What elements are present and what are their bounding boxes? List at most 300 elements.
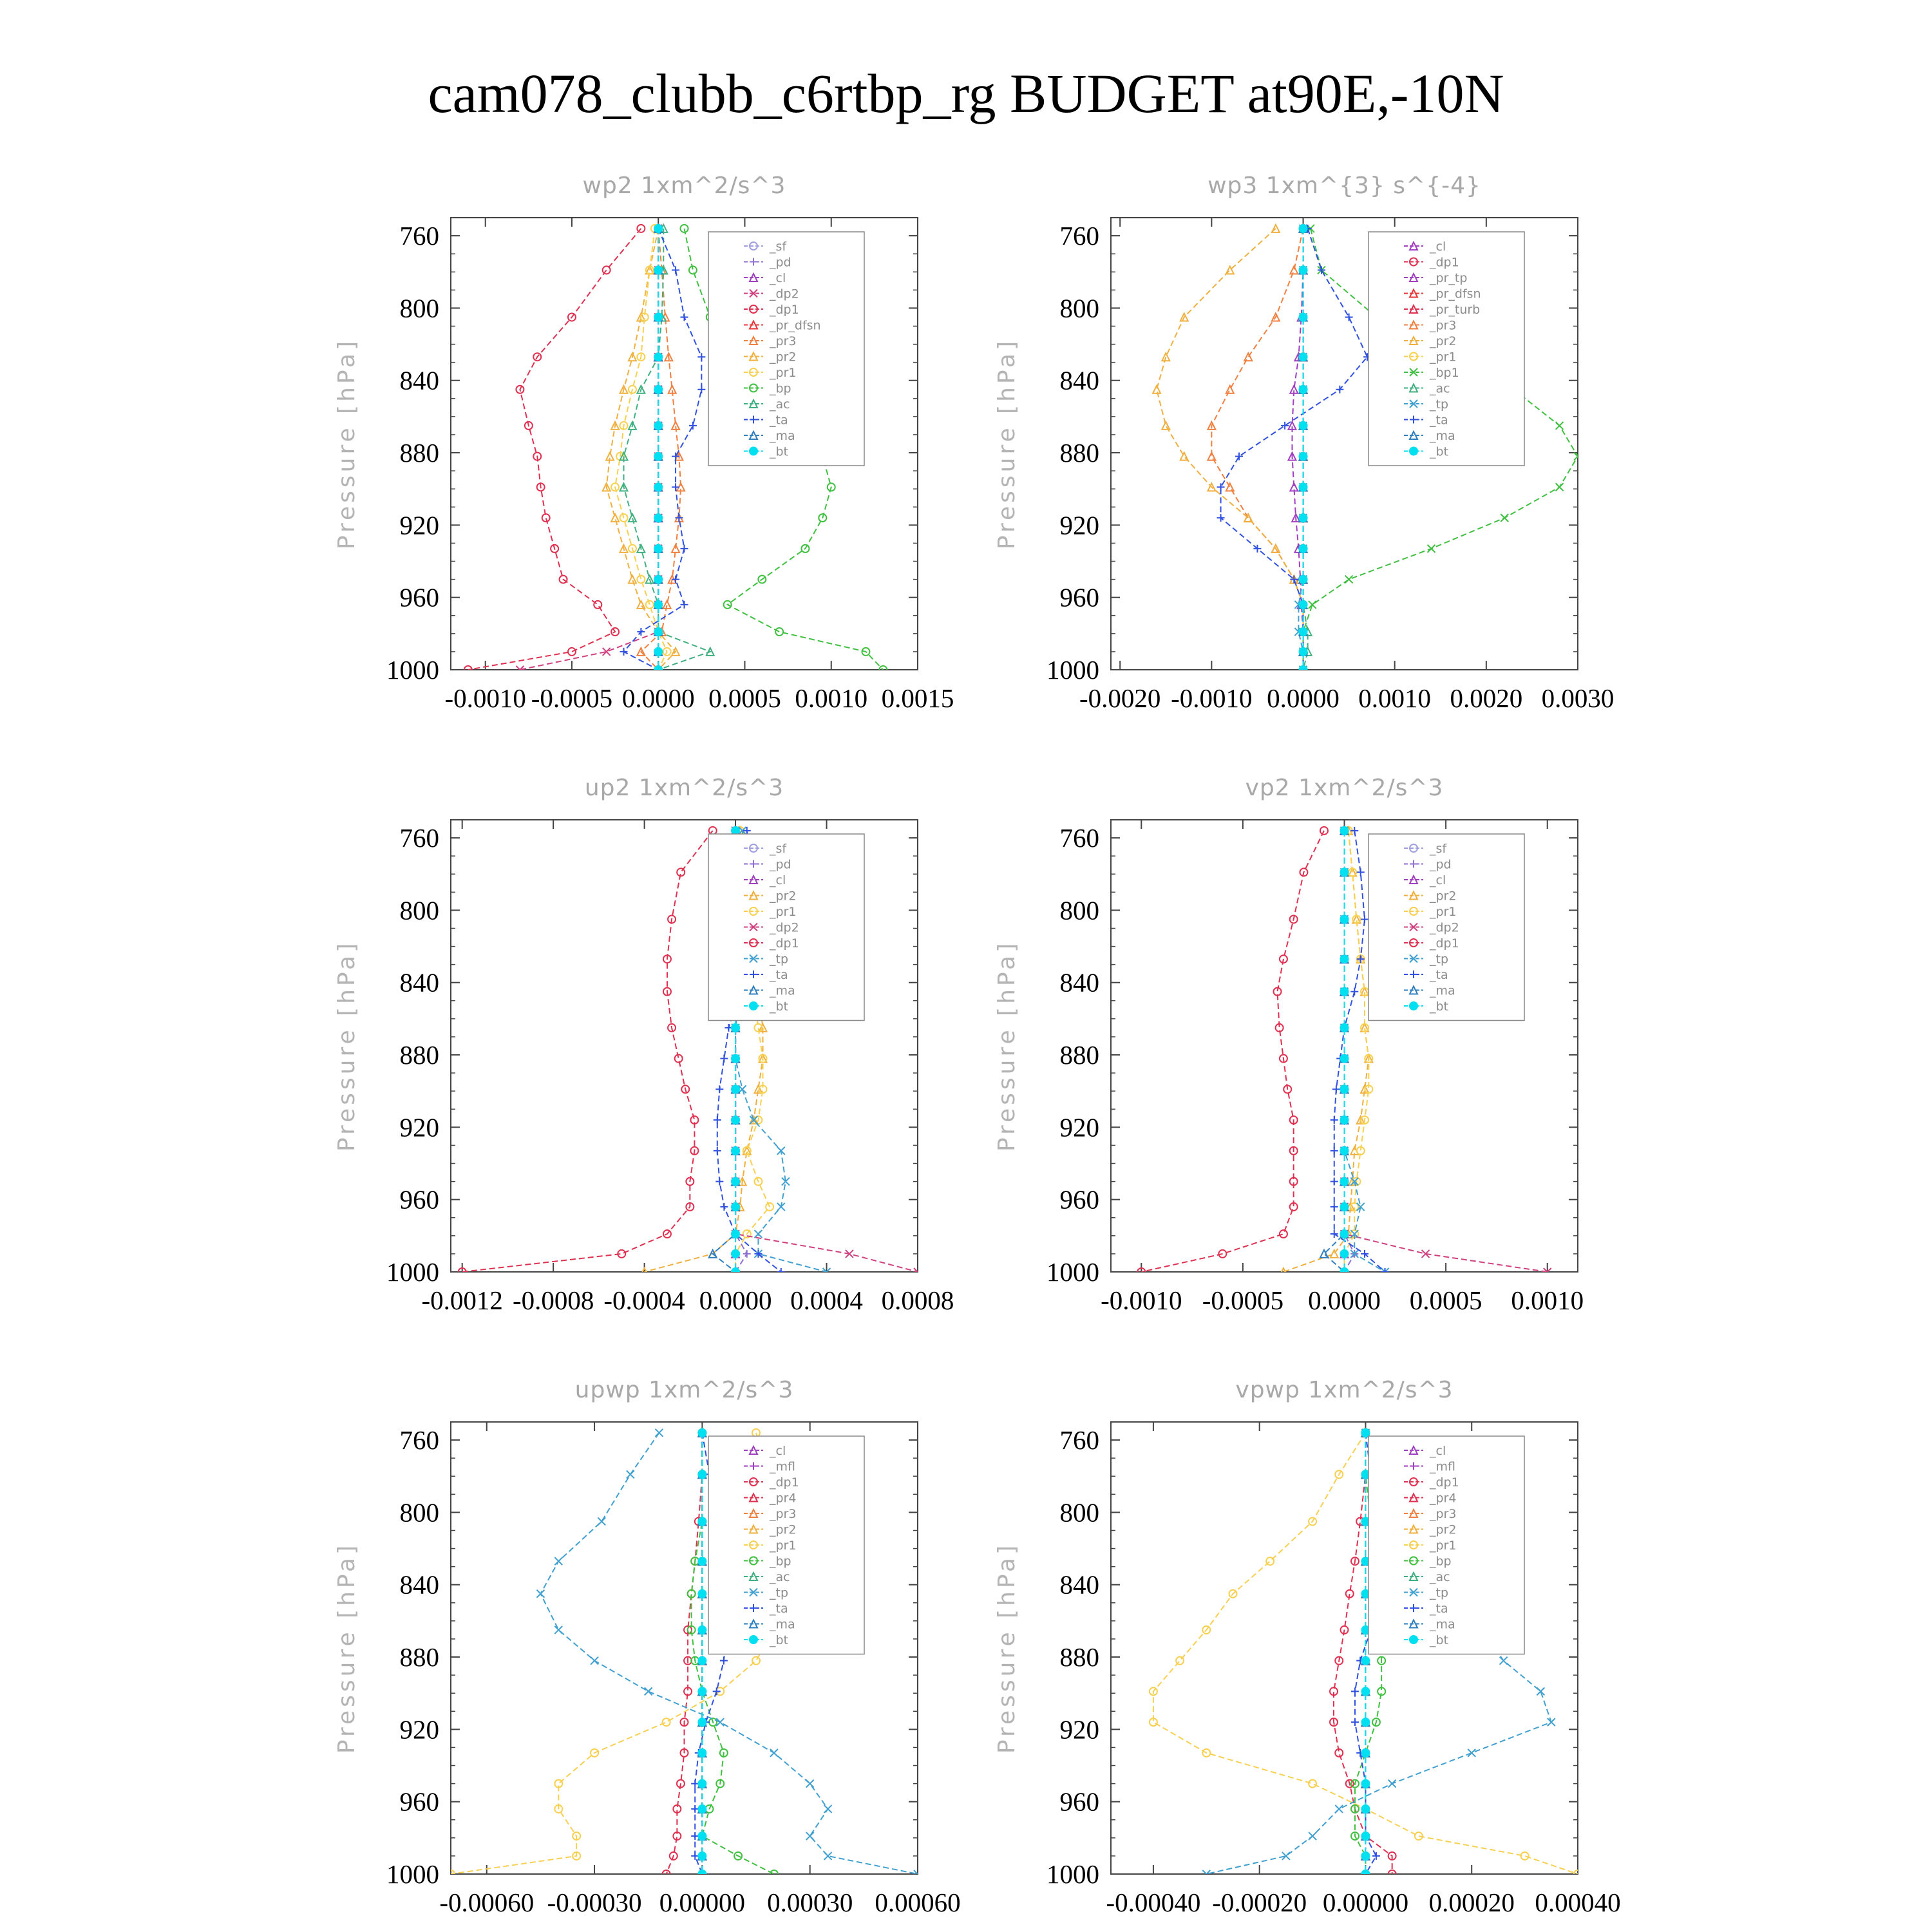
x-tick-label: 0.00030: [767, 1888, 853, 1917]
marker: [1556, 483, 1564, 491]
legend-label: _sf: [770, 240, 787, 254]
chart-panel: [334, 1377, 961, 1917]
y-tick-label: 920: [1059, 1714, 1099, 1745]
marker: [1351, 1687, 1359, 1695]
legend-label: _ma: [1430, 1617, 1455, 1632]
marker: [1340, 987, 1349, 996]
marker: [1299, 452, 1308, 461]
marker: [715, 1178, 723, 1186]
marker: [591, 1657, 598, 1665]
y-tick-label: 960: [1059, 582, 1099, 612]
legend-label: _dp1: [770, 936, 799, 951]
panel-title: upwp 1xm^2/s^3: [574, 1377, 794, 1403]
x-tick-label: -0.0020: [1079, 683, 1161, 713]
y-tick-label: 1000: [1046, 1257, 1099, 1287]
marker: [1361, 915, 1368, 923]
marker: [654, 312, 663, 321]
marker: [1345, 576, 1353, 583]
marker: [731, 1115, 740, 1124]
marker: [1176, 1657, 1184, 1665]
marker: [681, 313, 688, 321]
marker: [654, 544, 663, 553]
chart-panel: [994, 173, 1614, 713]
marker: [697, 1779, 706, 1788]
legend-label: _sf: [1430, 842, 1447, 856]
marker: [697, 386, 705, 393]
legend-label: _bt: [770, 444, 789, 459]
series-line-ta: [1221, 229, 1367, 670]
legend-label: _dp2: [770, 287, 799, 301]
legend-label: _pr2: [770, 1522, 797, 1537]
marker: [697, 1656, 706, 1665]
legend-label: _mfl: [1430, 1459, 1455, 1474]
marker: [1350, 988, 1358, 996]
marker: [663, 1718, 670, 1726]
marker: [1299, 385, 1308, 394]
marker: [554, 1626, 562, 1634]
marker: [743, 1250, 751, 1258]
y-tick-label: 1000: [1046, 1859, 1099, 1889]
panel-title: vp2 1xm^2/s^3: [1245, 775, 1444, 801]
marker: [1521, 1852, 1529, 1860]
legend-label: _dp1: [1430, 1475, 1459, 1490]
x-tick-label: -0.0005: [531, 683, 613, 713]
y-tick-label: 760: [399, 1425, 439, 1455]
chart-panel: [994, 775, 1584, 1315]
marker: [697, 1428, 706, 1437]
y-tick-label: 800: [399, 1497, 439, 1528]
marker: [1340, 1146, 1349, 1155]
page-title: cam078_clubb_c6rtbp_rg BUDGET at90E,-10N: [428, 62, 1504, 124]
legend-label: _pr_dfsn: [770, 318, 821, 333]
marker: [536, 1590, 544, 1598]
marker: [1217, 483, 1225, 491]
series-line-dp1: [667, 1433, 703, 1874]
x-tick-label: 0.00040: [1535, 1888, 1621, 1917]
legend-label: _dp1: [1430, 936, 1459, 951]
legend-label: _pr1: [1430, 1539, 1457, 1553]
legend-label: _pr1: [770, 366, 797, 380]
y-tick-label: 760: [1059, 1425, 1099, 1455]
marker: [1409, 447, 1418, 456]
y-tick-label: 960: [1059, 1786, 1099, 1817]
legend-label: _ta: [770, 968, 788, 982]
marker: [731, 1023, 740, 1032]
marker: [654, 647, 663, 656]
y-tick-label: 840: [399, 967, 439, 998]
marker: [731, 1229, 740, 1238]
legend-label: _pr2: [1430, 334, 1457, 348]
y-tick-label: 800: [1059, 293, 1099, 323]
marker: [654, 575, 663, 584]
y-tick-label: 760: [1059, 221, 1099, 251]
marker: [1361, 1870, 1370, 1879]
chart-panel: [334, 775, 954, 1315]
y-tick-label: 920: [399, 510, 439, 540]
y-tick-label: 840: [1059, 1569, 1099, 1600]
legend-label: _ma: [1430, 429, 1455, 443]
legend-label: _pr4: [1430, 1491, 1457, 1506]
marker: [655, 1429, 663, 1437]
y-tick-label: 880: [399, 438, 439, 468]
marker: [697, 1748, 706, 1757]
marker: [1299, 421, 1308, 430]
legend-label: _ta: [1430, 1602, 1448, 1616]
legend-label: _ma: [770, 983, 795, 998]
marker: [720, 1203, 728, 1211]
legend-label: _dp1: [770, 303, 799, 317]
y-axis-label: Pressure [hPa]: [994, 940, 1020, 1152]
marker: [1361, 1779, 1370, 1788]
marker: [542, 514, 550, 522]
legend-label: _bp: [1430, 1554, 1452, 1569]
marker: [1388, 1780, 1396, 1788]
y-tick-label: 840: [399, 1569, 439, 1600]
marker: [1361, 1852, 1370, 1861]
legend-label: _bt: [1430, 999, 1449, 1014]
y-tick-label: 1000: [386, 655, 439, 685]
y-tick-label: 920: [399, 1714, 439, 1745]
marker: [1153, 386, 1160, 393]
marker: [754, 1230, 762, 1238]
marker: [1280, 1230, 1287, 1238]
marker: [594, 601, 601, 609]
legend-label: _ma: [770, 1617, 795, 1632]
y-tick-label: 800: [1059, 895, 1099, 925]
marker: [654, 352, 663, 361]
x-tick-label: -0.0012: [421, 1285, 503, 1315]
legend-label: _dp2: [1430, 920, 1459, 935]
legend-label: _tp: [1430, 1586, 1449, 1600]
x-tick-label: -0.00020: [1212, 1888, 1307, 1917]
panel-title: wp2 1xm^2/s^3: [582, 173, 786, 199]
marker: [1162, 353, 1170, 361]
marker: [1299, 312, 1308, 321]
marker: [654, 513, 663, 522]
legend-label: _ac: [1430, 1570, 1450, 1584]
series-line-pr2: [1157, 229, 1303, 670]
marker: [672, 483, 679, 491]
marker: [1361, 1718, 1370, 1727]
marker: [1340, 1267, 1349, 1276]
legend-label: _bt: [770, 999, 789, 1014]
x-tick-label: -0.0010: [1171, 683, 1253, 713]
marker: [681, 545, 688, 553]
y-tick-label: 880: [1059, 1040, 1099, 1070]
marker: [1361, 1656, 1370, 1665]
legend-label: _pd: [770, 857, 791, 872]
marker: [824, 1805, 832, 1813]
marker: [697, 1718, 706, 1727]
marker: [714, 1116, 721, 1124]
x-tick-label: 0.00060: [875, 1888, 961, 1917]
marker: [654, 600, 663, 609]
marker: [1361, 1804, 1370, 1814]
marker: [1309, 1832, 1316, 1840]
y-tick-label: 920: [399, 1112, 439, 1142]
y-axis-label: Pressure [hPa]: [994, 337, 1020, 550]
marker: [1244, 353, 1252, 361]
marker: [1335, 1805, 1343, 1813]
x-tick-label: 0.0000: [1267, 683, 1340, 713]
marker: [697, 1687, 706, 1696]
legend-label: _ta: [770, 1602, 788, 1616]
marker: [1409, 1635, 1418, 1644]
marker: [777, 1268, 785, 1276]
marker: [749, 447, 758, 456]
marker: [715, 1085, 723, 1093]
marker: [1332, 1085, 1340, 1093]
x-tick-label: 0.0000: [1308, 1285, 1381, 1315]
legend-label: _bt: [770, 1633, 789, 1647]
marker: [1537, 1687, 1544, 1695]
legend-label: _pr1: [770, 1539, 797, 1553]
legend-label: _tp: [1430, 397, 1449, 412]
marker: [1340, 1202, 1349, 1211]
marker: [598, 1517, 605, 1525]
series-line-pr3: [1211, 229, 1303, 670]
marker: [1361, 1687, 1370, 1696]
x-tick-label: 0.00000: [1322, 1888, 1409, 1917]
y-tick-label: 920: [1059, 1112, 1099, 1142]
legend-label: _pd: [770, 255, 791, 270]
y-tick-label: 880: [399, 1040, 439, 1070]
legend-label: _ta: [1430, 968, 1448, 982]
marker: [1500, 1657, 1508, 1665]
y-axis-label: Pressure [hPa]: [334, 940, 360, 1152]
legend-label: _pr_dfsn: [1430, 287, 1481, 301]
x-tick-label: 0.0008: [881, 1285, 954, 1315]
legend-label: _sf: [770, 842, 787, 856]
x-tick-label: -0.00060: [439, 1888, 535, 1917]
y-tick-label: 760: [399, 823, 439, 853]
marker: [654, 265, 663, 274]
marker: [672, 266, 679, 274]
marker: [620, 648, 628, 656]
y-tick-label: 840: [1059, 967, 1099, 998]
marker: [1208, 453, 1215, 460]
marker: [603, 266, 611, 274]
marker: [731, 1084, 740, 1094]
legend-label: _bp: [770, 1554, 791, 1569]
x-tick-label: -0.0008: [512, 1285, 594, 1315]
marker: [1299, 224, 1308, 233]
legend-label: _cl: [770, 271, 786, 285]
marker: [637, 628, 645, 636]
x-tick-label: 0.0004: [790, 1285, 863, 1315]
marker: [654, 421, 663, 430]
marker: [681, 601, 688, 609]
x-tick-label: 0.0010: [795, 683, 868, 713]
legend-label: _cl: [1430, 240, 1446, 254]
x-tick-label: 0.0015: [881, 683, 954, 713]
marker: [1372, 1852, 1380, 1860]
series-line-dp1: [468, 229, 641, 670]
series-line-ac: [624, 229, 710, 670]
marker: [1351, 1718, 1359, 1726]
marker: [697, 1557, 706, 1566]
marker: [1428, 545, 1435, 553]
y-tick-label: 800: [399, 293, 439, 323]
legend-label: _tp: [770, 1586, 789, 1600]
marker: [1331, 1147, 1338, 1155]
marker: [1340, 1177, 1349, 1186]
y-tick-label: 800: [399, 895, 439, 925]
legend-label: _bp1: [1430, 366, 1459, 380]
legend-label: _pr_turb: [1430, 303, 1481, 317]
marker: [1162, 422, 1170, 430]
panel-title: wp3 1xm^{3} s^{-4}: [1208, 173, 1481, 199]
legend-label: _dp2: [770, 920, 799, 935]
legend-label: _pr3: [770, 1507, 797, 1521]
panel-title: up2 1xm^2/s^3: [584, 775, 784, 801]
marker: [1266, 1557, 1274, 1565]
x-tick-label: 0.0000: [621, 683, 695, 713]
x-tick-label: 0.00020: [1428, 1888, 1515, 1917]
legend-label: _ac: [770, 397, 790, 412]
marker: [1556, 422, 1564, 430]
marker: [1340, 1084, 1349, 1094]
marker: [1357, 868, 1365, 876]
marker: [611, 514, 619, 522]
legend-label: _pr2: [770, 889, 797, 904]
marker: [1340, 914, 1349, 923]
marker: [654, 452, 663, 461]
marker: [720, 1055, 728, 1063]
marker: [1299, 647, 1308, 656]
marker: [654, 385, 663, 394]
legend-label: _mfl: [770, 1459, 795, 1474]
marker: [697, 1589, 706, 1598]
x-tick-label: -0.0005: [1202, 1285, 1284, 1315]
legend-label: _ac: [1430, 381, 1450, 396]
marker: [731, 1267, 740, 1276]
legend-label: _cl: [770, 1444, 786, 1458]
legend-label: _pr2: [1430, 1522, 1457, 1537]
marker: [645, 1687, 652, 1695]
chart-panel: [994, 1377, 1621, 1917]
marker: [697, 1517, 706, 1526]
y-tick-label: 880: [1059, 438, 1099, 468]
marker: [1299, 352, 1308, 361]
legend-label: _pr3: [1430, 1507, 1457, 1521]
marker: [654, 665, 663, 674]
x-tick-label: -0.0010: [1101, 1285, 1182, 1315]
marker: [1340, 954, 1349, 963]
y-tick-label: 800: [1059, 1497, 1099, 1528]
y-tick-label: 960: [399, 1786, 439, 1817]
marker: [1235, 453, 1243, 460]
y-axis-label: Pressure [hPa]: [334, 1542, 360, 1754]
marker: [749, 1635, 758, 1644]
marker: [1331, 1178, 1338, 1186]
x-tick-label: 0.0010: [1511, 1285, 1584, 1315]
y-tick-label: 760: [399, 221, 439, 251]
x-tick-label: 0.0005: [1409, 1285, 1482, 1315]
legend-label: _ac: [770, 1570, 790, 1584]
marker: [714, 1147, 721, 1155]
marker: [697, 1804, 706, 1814]
marker: [713, 1687, 721, 1695]
legend-label: _bt: [1430, 1633, 1449, 1647]
marker: [1331, 1116, 1338, 1124]
y-tick-label: 880: [399, 1642, 439, 1672]
x-tick-label: 0.0020: [1450, 683, 1523, 713]
marker: [1340, 1115, 1349, 1124]
marker: [1226, 386, 1234, 393]
marker: [1331, 1203, 1338, 1211]
marker: [731, 1054, 740, 1063]
marker: [806, 1780, 814, 1788]
marker: [1299, 627, 1308, 636]
marker: [1309, 601, 1316, 609]
marker: [1299, 482, 1308, 491]
marker: [697, 1852, 706, 1861]
marker: [1340, 1054, 1349, 1063]
series-line-pr2: [1283, 831, 1368, 1272]
panel-title: vpwp 1xm^2/s^3: [1235, 1377, 1454, 1403]
y-tick-label: 960: [399, 582, 439, 612]
legend-label: _cl: [1430, 873, 1446, 887]
marker: [1468, 1749, 1475, 1757]
legend-label: _pr_tp: [1430, 271, 1468, 285]
marker: [1290, 266, 1298, 274]
marker: [1345, 313, 1353, 321]
marker: [1299, 600, 1308, 609]
marker: [568, 648, 576, 656]
marker: [1299, 665, 1308, 674]
chart-panel: [334, 173, 954, 713]
marker: [654, 224, 663, 233]
legend-label: _ta: [1430, 413, 1448, 428]
marker: [629, 514, 636, 522]
legend-label: _pr3: [1430, 318, 1457, 333]
marker: [697, 353, 705, 361]
y-tick-label: 1000: [1046, 655, 1099, 685]
legend-label: _cl: [770, 873, 786, 887]
marker: [1299, 265, 1308, 274]
marker: [1217, 514, 1225, 522]
marker: [689, 422, 697, 430]
x-tick-label: 0.0010: [1358, 683, 1432, 713]
x-tick-label: -0.00040: [1106, 1888, 1201, 1917]
marker: [1299, 575, 1308, 584]
legend-label: _bp: [770, 381, 791, 396]
x-tick-label: 0.0030: [1541, 683, 1615, 713]
marker: [1361, 1748, 1370, 1757]
marker: [697, 1870, 706, 1879]
marker: [1331, 1230, 1338, 1238]
marker: [1340, 1249, 1349, 1258]
marker: [654, 482, 663, 491]
marker: [731, 1249, 740, 1258]
legend-label: _pd: [1430, 857, 1452, 872]
y-axis-label: Pressure [hPa]: [994, 1542, 1020, 1754]
marker: [731, 1202, 740, 1211]
marker: [731, 1177, 740, 1186]
y-tick-label: 920: [1059, 510, 1099, 540]
legend-label: _ta: [770, 413, 788, 428]
marker: [554, 1557, 562, 1565]
legend-label: _pr2: [1430, 889, 1457, 904]
marker: [1340, 826, 1349, 835]
y-tick-label: 960: [1059, 1184, 1099, 1215]
x-tick-label: 0.0005: [708, 683, 781, 713]
marker: [1340, 867, 1349, 876]
y-tick-label: 1000: [386, 1859, 439, 1889]
legend-label: _pr1: [770, 905, 797, 919]
marker: [646, 601, 654, 609]
